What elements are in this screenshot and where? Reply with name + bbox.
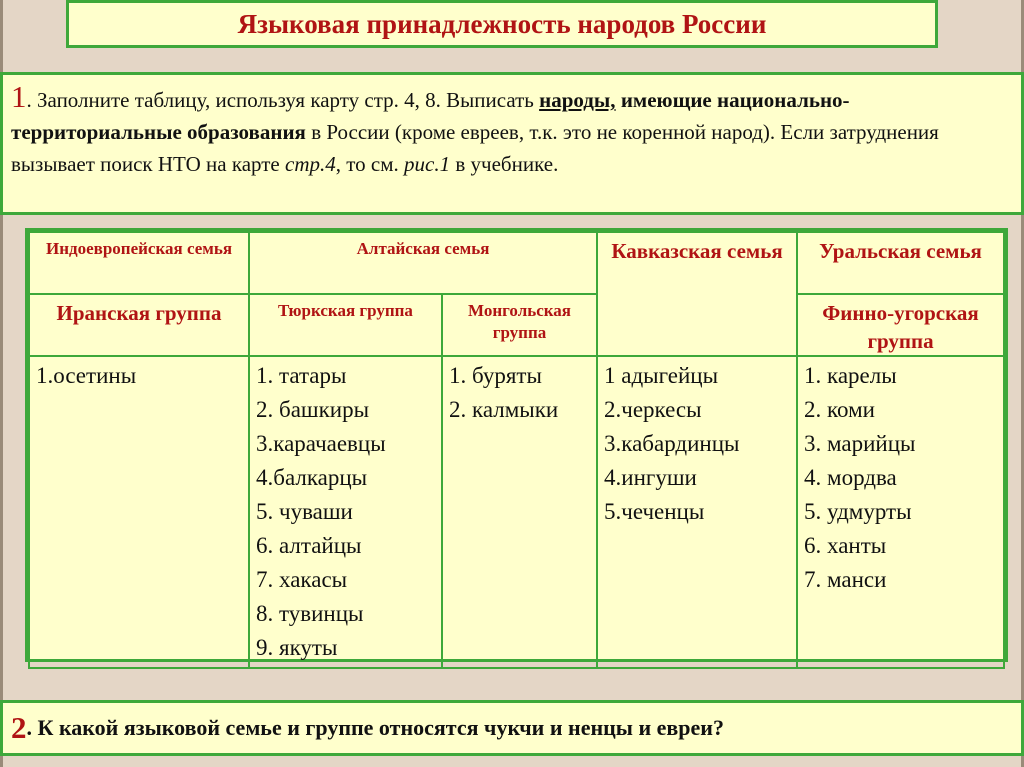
task-2-panel (0, 700, 1024, 756)
list-item: 4. мордва (804, 465, 897, 490)
list-item: 7. манси (804, 567, 887, 592)
column-caucasian (597, 356, 797, 668)
group-header-iranian: Иранская группа (29, 294, 249, 356)
task-1-ref-page: стр.4 (285, 152, 336, 176)
page-title: Языковая принадлежность народов России (237, 8, 767, 39)
list-item: 2. коми (804, 397, 875, 422)
column-mongolic (442, 356, 597, 668)
task-1-ref-figure: рис.1 (404, 152, 451, 176)
task-1-end: в учебнике. (450, 152, 559, 176)
group-header-mongolic: Монгольская группа (442, 294, 597, 356)
list-item: 8. тувинцы (256, 601, 364, 626)
list-item: 1. карелы (804, 363, 897, 388)
column-iranian (29, 356, 249, 668)
list-item: 4.балкарцы (256, 465, 368, 490)
task-1-middle: в России (кроме евреев, т.к. это не коренной народ). Если затруднения вызывает поиск НТО на карте (11, 120, 939, 176)
list-item: 7. хакасы (256, 567, 348, 592)
task-1-emphasis-peoples: народы, (539, 88, 616, 112)
task-1-emphasis-nto: имеющие национально-территориальные образования (11, 88, 850, 144)
list-item: 2.черкесы (604, 397, 702, 422)
task-1-number: 1 (11, 79, 27, 114)
list-item: 1. татары (256, 363, 347, 388)
list-item: 9. якуты (256, 635, 338, 660)
list-item: 6. ханты (804, 533, 887, 558)
family-header-altaic: Алтайская семья (249, 232, 597, 294)
family-header-uralic: Уральская семья (797, 232, 1004, 294)
column-turkic (249, 356, 442, 668)
list-item: 2. калмыки (449, 397, 559, 422)
list-item: 5.чеченцы (604, 499, 705, 524)
task-2-number: 2 (11, 710, 27, 745)
title-banner (66, 0, 938, 48)
list-item: 6. алтайцы (256, 533, 362, 558)
column-finno-ugric (797, 356, 1004, 668)
group-header-turkic: Тюркская группа (249, 294, 442, 356)
list-item: 3. марийцы (804, 431, 916, 456)
task-1-middle-2: , то см. (335, 152, 405, 176)
task-2-question: . К какой языковой семье и группе относятся чукчи и ненцы и евреи? (26, 715, 724, 740)
list-item: 2. башкиры (256, 397, 370, 422)
list-item: 1. буряты (449, 363, 542, 388)
list-item: 3.карачаевцы (256, 431, 386, 456)
language-table (25, 228, 1008, 662)
family-header-caucasian: Кавказская семья (597, 232, 797, 356)
list-item: 5. чуваши (256, 499, 353, 524)
task-1-intro: . Заполните таблицу, используя карту стр. 4, 8. Выписать (26, 88, 540, 112)
list-item: 1 адыгейцы (604, 363, 719, 388)
list-item: 1.осетины (36, 363, 137, 388)
list-item: 3.кабардинцы (604, 431, 740, 456)
family-header-indo-european: Индоевропейская семья (29, 232, 249, 294)
task-1-panel (0, 72, 1024, 215)
list-item: 4.ингуши (604, 465, 697, 490)
group-header-finno-ugric: Финно-угорская группа (797, 294, 1004, 356)
list-item: 5. удмурты (804, 499, 912, 524)
